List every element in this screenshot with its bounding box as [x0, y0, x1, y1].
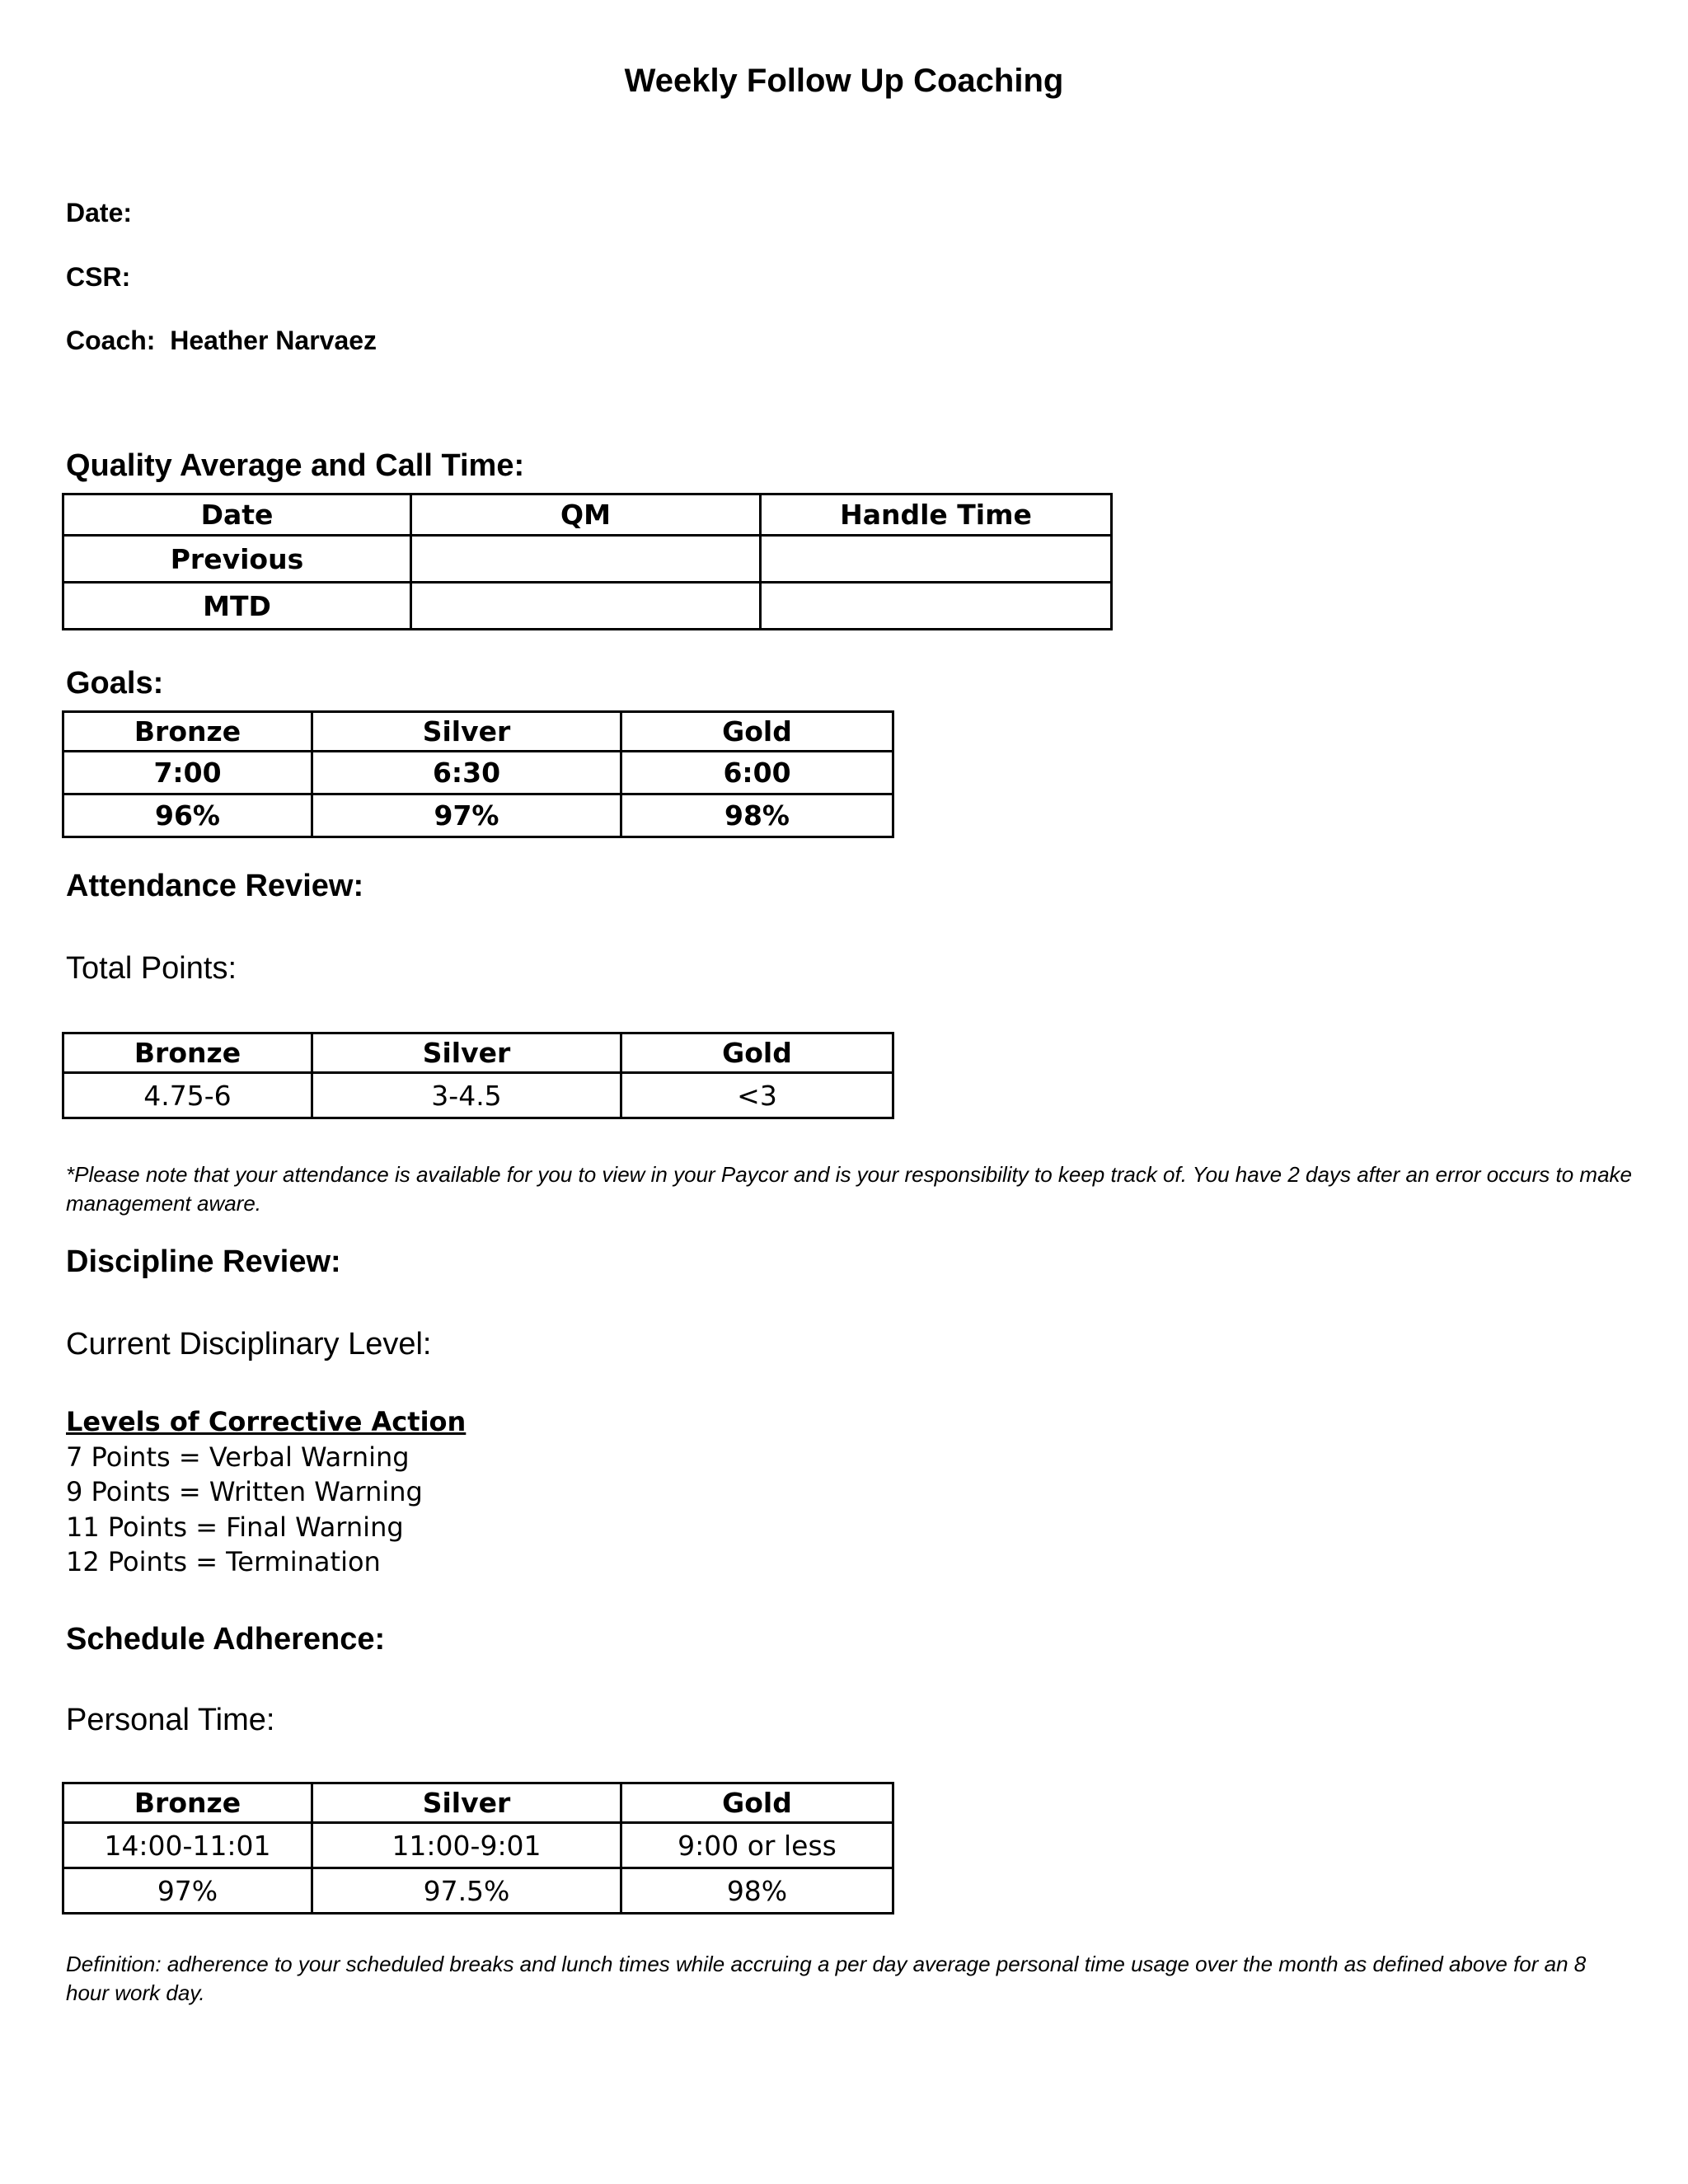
column-header-handle-time: Handle Time: [761, 494, 1112, 536]
attendance-heading: Attendance Review:: [66, 869, 364, 903]
coach-field: [66, 326, 377, 356]
table-row: [63, 1073, 893, 1118]
adherence-definition: Definition: adherence to your scheduled breaks and lunch times while accruing a per day average personal time usage over the month as defined above for an 8 hour work day.: [66, 1952, 1587, 2005]
corrective-action-heading: Levels of Corrective Action: [66, 1406, 467, 1437]
table-row: [63, 794, 893, 837]
list-item: 11 Points = Final Warning: [66, 1511, 404, 1543]
quality-table: [62, 493, 1113, 630]
previous-handle-time-cell[interactable]: [761, 536, 1112, 583]
points-cell: <3: [621, 1073, 893, 1118]
adherence-table: [62, 1782, 894, 1915]
column-header-silver: Silver: [312, 1033, 621, 1073]
coach-field-label: Coach:: [66, 326, 156, 355]
table-header-row: [63, 1783, 893, 1823]
column-header-gold: Gold: [621, 1783, 893, 1823]
date-field-label: Date:: [66, 198, 133, 227]
goals-heading: Goals:: [66, 666, 164, 701]
page-title: Weekly Follow Up Coaching: [624, 63, 1064, 99]
attendance-table: [62, 1032, 894, 1119]
column-header-silver: Silver: [312, 712, 621, 752]
table-header-row: [63, 1033, 893, 1073]
discipline-heading: Discipline Review:: [66, 1244, 341, 1279]
goals-table: [62, 710, 894, 838]
table-row: [63, 583, 1112, 630]
mtd-handle-time-cell[interactable]: [761, 583, 1112, 630]
row-label-mtd: MTD: [63, 583, 411, 630]
list-item: 12 Points = Termination: [66, 1546, 381, 1577]
coach-field-value: Heather Narvaez: [170, 326, 377, 355]
table-row: [63, 752, 893, 794]
adherence-heading: Schedule Adherence:: [66, 1622, 386, 1657]
points-cell: 3-4.5: [312, 1073, 621, 1118]
column-header-gold: Gold: [621, 1033, 893, 1073]
column-header-qm: QM: [411, 494, 761, 536]
table-row: [63, 536, 1112, 583]
goal-cell: 7:00: [63, 752, 312, 794]
corrective-action-list: [66, 1404, 466, 1580]
percent-cell: 98%: [621, 1868, 893, 1914]
row-label-previous: Previous: [63, 536, 411, 583]
column-header-bronze: Bronze: [63, 1783, 312, 1823]
time-cell: 11:00-9:01: [312, 1823, 621, 1868]
mtd-qm-cell[interactable]: [411, 583, 761, 630]
percent-cell: 97%: [63, 1868, 312, 1914]
column-header-bronze: Bronze: [63, 1033, 312, 1073]
goal-cell: 98%: [621, 794, 893, 837]
personal-time-label: Personal Time:: [66, 1703, 275, 1737]
total-points-label: Total Points:: [66, 951, 237, 986]
quality-heading: Quality Average and Call Time:: [66, 448, 525, 483]
table-header-row: [63, 494, 1112, 536]
table-header-row: [63, 712, 893, 752]
goal-cell: 97%: [312, 794, 621, 837]
time-cell: 14:00-11:01: [63, 1823, 312, 1868]
list-item: 7 Points = Verbal Warning: [66, 1441, 410, 1473]
points-cell: 4.75-6: [63, 1073, 312, 1118]
attendance-note: *Please note that your attendance is available for you to view in your Paycor and is your responsibility to keep track of. You have 2 days after an error occurs to make management aware.: [66, 1162, 1632, 1216]
column-header-gold: Gold: [621, 712, 893, 752]
goal-cell: 6:30: [312, 752, 621, 794]
table-row: [63, 1823, 893, 1868]
previous-qm-cell[interactable]: [411, 536, 761, 583]
table-row: [63, 1868, 893, 1914]
column-header-bronze: Bronze: [63, 712, 312, 752]
goal-cell: 96%: [63, 794, 312, 837]
current-level-label: Current Disciplinary Level:: [66, 1327, 432, 1361]
column-header-silver: Silver: [312, 1783, 621, 1823]
list-item: 9 Points = Written Warning: [66, 1476, 423, 1507]
csr-field-label: CSR:: [66, 262, 131, 292]
percent-cell: 97.5%: [312, 1868, 621, 1914]
time-cell: 9:00 or less: [621, 1823, 893, 1868]
goal-cell: 6:00: [621, 752, 893, 794]
column-header-date: Date: [63, 494, 411, 536]
